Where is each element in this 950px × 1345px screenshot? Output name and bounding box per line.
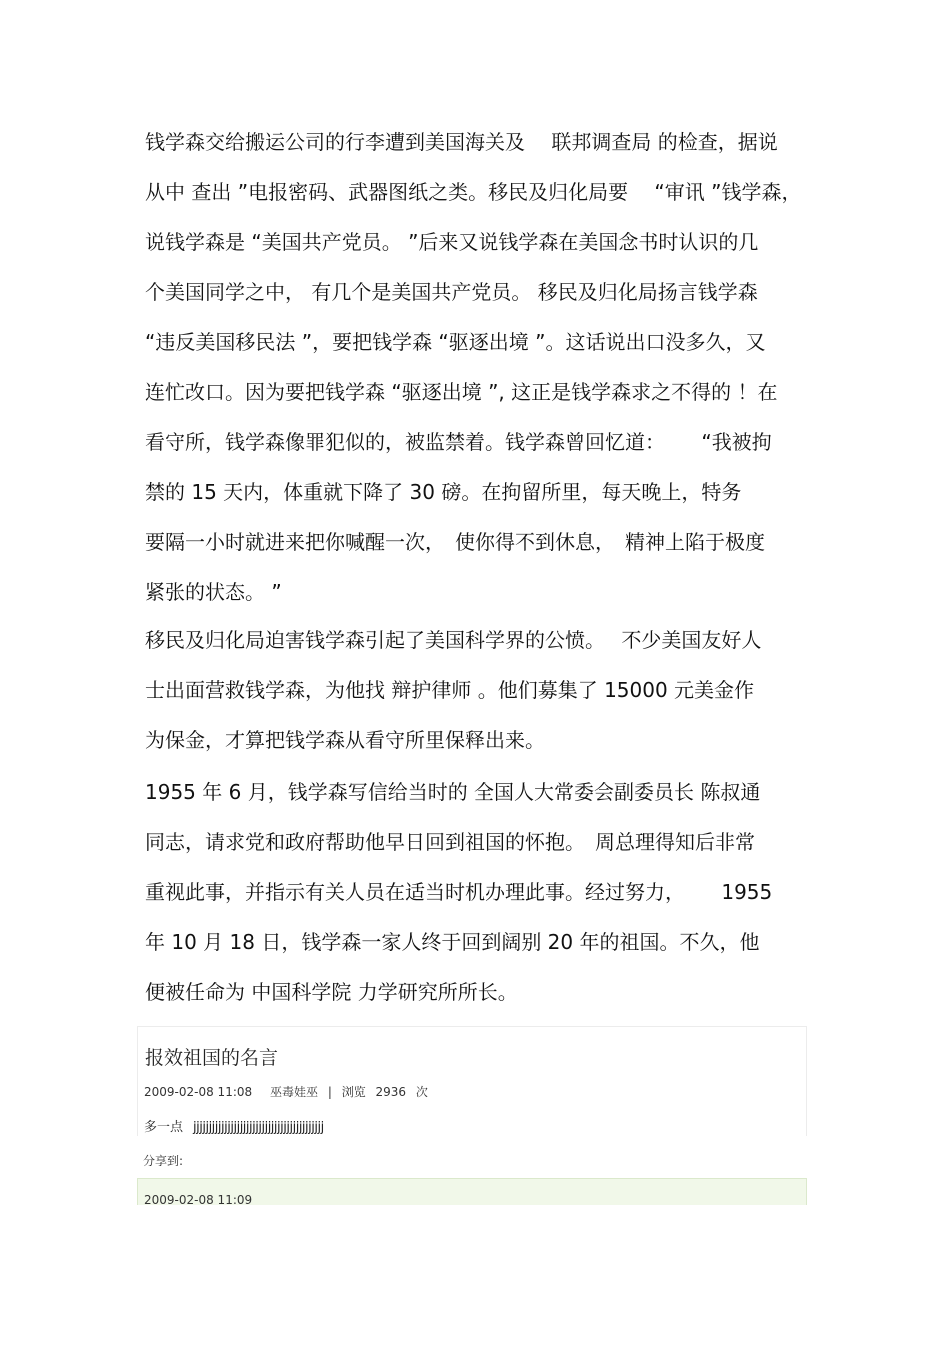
paragraph-line: 年 10 月 18 日，钱学森一家人终于回到阔别 20 年的祖国。不久，他 xyxy=(145,930,760,954)
article-paragraph-1 xyxy=(145,117,807,617)
blog-post-date: 2009-02-08 11:08 xyxy=(144,1085,253,1099)
paragraph-line: 看守所，钱学森像罪犯似的，被监禁着。钱学森曾回忆道： “我被拘 xyxy=(145,430,772,454)
paragraph-line: 为保金，才算把钱学森从看守所里保释出来。 xyxy=(145,728,545,752)
paragraph-line: 说钱学森是 “美国共产党员。 ”后来又说钱学森在美国念书时认识的几 xyxy=(145,230,759,254)
article-paragraph-3 xyxy=(145,767,807,1017)
paragraph-line: 便被任命为 中国科学院 力学研究所所长。 xyxy=(145,980,518,1004)
blog-post-body xyxy=(144,1116,324,1135)
paragraph-line: 要隔一小时就进来把你喊醒一次， 使你得不到休息， 精神上陷于极度 xyxy=(145,530,765,554)
paragraph-line: 个美国同学之中， 有几个是美国共产党员。 移民及归化局扬言钱学森 xyxy=(145,280,758,304)
share-label: 分享到: xyxy=(143,1154,184,1168)
views-label: 浏览 xyxy=(341,1085,366,1099)
paragraph-line: 从中 查出 ”电报密码、武器图纸之类。移民及归化局要 “审讯 ”钱学森， xyxy=(145,180,802,204)
views-unit: 次 xyxy=(415,1085,428,1099)
paragraph-line: 同志，请求党和政府帮助他早日回到祖国的怀抱。 周总理得知后非常 xyxy=(145,830,755,854)
article-paragraph-2 xyxy=(145,615,807,765)
paragraph-line: 重视此事，并指示有关人员在适当时机办理此事。经过努力， 1955 xyxy=(145,880,773,904)
blog-body-label: 多一点 xyxy=(144,1120,184,1135)
paragraph-line: 钱学森交给搬运公司的行李遭到美国海关及 联邦调查局 的检查，据说 xyxy=(145,130,778,154)
blog-post-meta xyxy=(144,1083,442,1100)
blog-post-title[interactable]: 报效祖国的名言 xyxy=(145,1047,279,1069)
reply-date: 2009-02-08 11:09 xyxy=(144,1193,253,1207)
paragraph-line: “违反美国移民法 ”，要把钱学森 “驱逐出境 ”。这话说出口没多久，又 xyxy=(145,330,766,354)
paragraph-line: 士出面营救钱学森，为他找 辩护律师 。他们募集了 15000 元美金作 xyxy=(145,678,755,702)
blog-body-text: jjjjjjjjjjjjjjjjjjjjjjjjjjjjjjjjjjjjjjjjjj xyxy=(193,1120,324,1135)
blog-post-author[interactable]: 巫毒娃巫 xyxy=(269,1085,318,1099)
meta-separator: | xyxy=(327,1085,332,1099)
paragraph-line: 紧张的状态。 ” xyxy=(145,580,282,604)
paragraph-line: 连忙改口。因为要把钱学森 “驱逐出境 ”, 这正是钱学森求之不得的 ！在 xyxy=(145,380,778,404)
blog-post-box xyxy=(137,1026,807,1136)
reply-header xyxy=(137,1178,807,1205)
paragraph-line: 移民及归化局迫害钱学森引起了美国科学界的公愤。 不少美国友好人 xyxy=(145,628,762,652)
paragraph-line: 禁的 15 天内，体重就下降了 30 磅。在拘留所里，每天晚上，特务 xyxy=(145,480,742,504)
paragraph-line: 1955 年 6 月，钱学森写信给当时的 全国人大常委会副委员长 陈叔通 xyxy=(145,780,761,804)
views-count: 2936 xyxy=(375,1085,407,1099)
